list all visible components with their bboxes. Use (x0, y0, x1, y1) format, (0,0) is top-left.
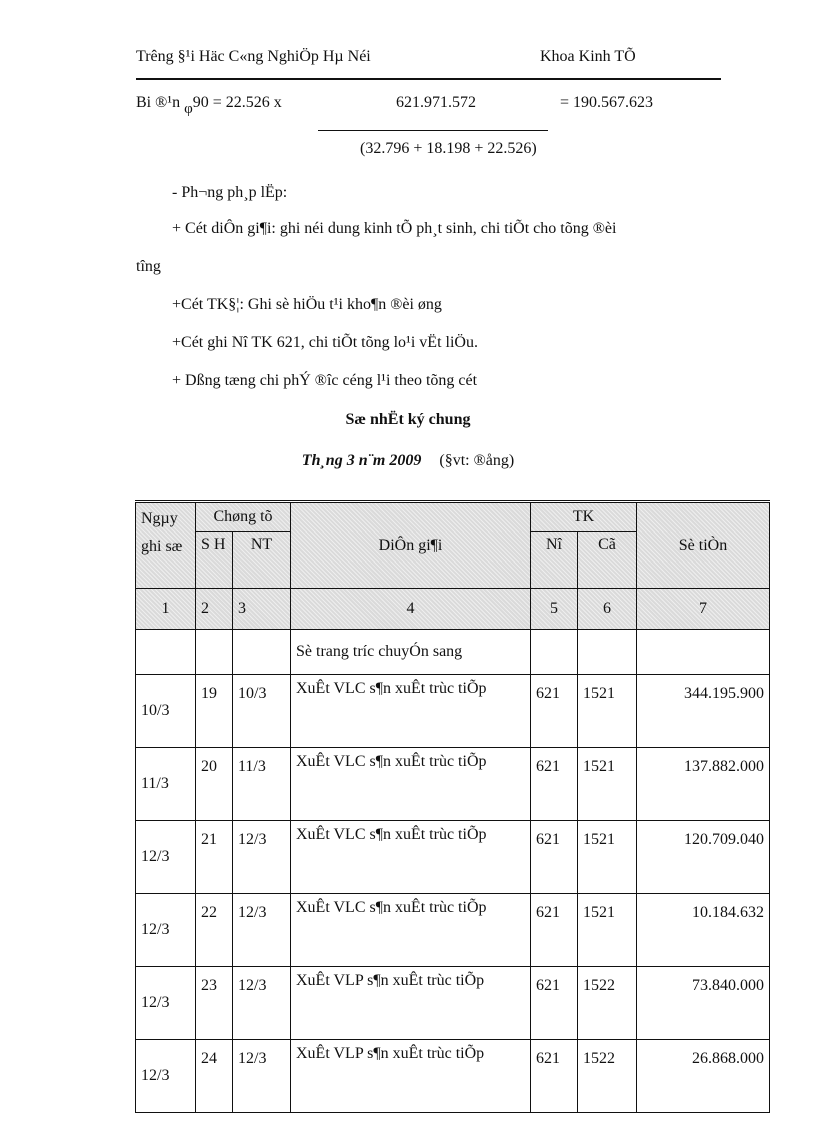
journal-table (135, 500, 770, 1113)
journal-unit: (§vt: ®ång) (439, 452, 515, 469)
header-nt: NT (233, 532, 291, 589)
row-amount: 73.840.000 (637, 967, 770, 1040)
row-nt: 12/3 (233, 1040, 291, 1113)
row-amount: 137.882.000 (637, 748, 770, 821)
header-sh: S H (196, 532, 233, 589)
row-description: XuÊt VLC s¶n xuÊt trùc tiÕp (291, 748, 531, 821)
row-credit: 1522 (578, 967, 637, 1040)
paragraph-desc-column-cont: tîng (136, 258, 161, 275)
row-debit: 621 (531, 1040, 578, 1113)
formula-numerator: 621.971.572 (396, 94, 476, 111)
row-sh: 22 (196, 894, 233, 967)
row-sh: 20 (196, 748, 233, 821)
journal-subtitle (0, 452, 816, 470)
row-sh: 23 (196, 967, 233, 1040)
row-nt: 12/3 (233, 967, 291, 1040)
row-debit: 621 (531, 675, 578, 748)
formula-denominator: (32.796 + 18.198 + 22.526) (360, 140, 537, 157)
table-row (136, 894, 770, 967)
row-sh: 24 (196, 1040, 233, 1113)
header-tk: TK (531, 502, 637, 532)
column-number-row (136, 589, 770, 630)
row-debit: 621 (531, 821, 578, 894)
row-description: XuÊt VLP s¶n xuÊt trùc tiÕp (291, 1040, 531, 1113)
row-date: 11/3 (136, 748, 196, 821)
table-row (136, 821, 770, 894)
formula-result: = 190.567.623 (560, 94, 654, 111)
row-amount: 10.184.632 (637, 894, 770, 967)
header-school: Trêng §¹i Häc C«ng NghiÖp Hµ Néi (136, 48, 371, 65)
row-description: XuÊt VLC s¶n xuÊt trùc tiÕp (291, 821, 531, 894)
col-number: 3 (233, 589, 291, 630)
row-amount: 26.868.000 (637, 1040, 770, 1113)
header-faculty: Khoa Kinh TÕ (540, 48, 636, 65)
row-credit: 1521 (578, 894, 637, 967)
row-date: 12/3 (136, 967, 196, 1040)
carried-forward-label: Sè trang tríc chuyÓn sang (291, 630, 531, 675)
journal-month: Th¸ng 3 n¨m 2009 (301, 452, 422, 469)
row-nt: 10/3 (233, 675, 291, 748)
row-amount: 344.195.900 (637, 675, 770, 748)
row-sh: 19 (196, 675, 233, 748)
col-number: 6 (578, 589, 637, 630)
row-date: 10/3 (136, 675, 196, 748)
header-voucher: Chøng tõ (196, 502, 291, 532)
header-description: DiÔn gi¶i (291, 502, 531, 589)
formula-lhs-post: 90 = 22.526 x (192, 94, 282, 111)
formula-lhs (136, 94, 282, 118)
row-nt: 11/3 (233, 748, 291, 821)
row-date: 12/3 (136, 1040, 196, 1113)
row-credit: 1521 (578, 821, 637, 894)
row-debit: 621 (531, 894, 578, 967)
row-description: XuÊt VLC s¶n xuÊt trùc tiÕp (291, 675, 531, 748)
method-heading: - Ph¬ng ph¸p lËp: (172, 184, 288, 201)
header-rule (136, 78, 721, 80)
row-description: XuÊt VLC s¶n xuÊt trùc tiÕp (291, 894, 531, 967)
journal-title: Sæ nhËt ký chung (345, 411, 471, 428)
formula-fraction-bar (318, 130, 548, 131)
col-number: 1 (136, 589, 196, 630)
row-amount: 120.709.040 (637, 821, 770, 894)
row-date: 12/3 (136, 894, 196, 967)
row-debit: 621 (531, 967, 578, 1040)
header-amount: Sè tiÒn (637, 502, 770, 589)
row-credit: 1521 (578, 675, 637, 748)
header-date: Ngµy ghi sæ (136, 502, 196, 589)
col-number: 2 (196, 589, 233, 630)
col-number: 4 (291, 589, 531, 630)
header-debit: Nî (531, 532, 578, 589)
row-credit: 1521 (578, 748, 637, 821)
row-description: XuÊt VLP s¶n xuÊt trùc tiÕp (291, 967, 531, 1040)
header-credit: Cã (578, 532, 637, 589)
table-row (136, 1040, 770, 1113)
row-credit: 1522 (578, 1040, 637, 1113)
table-row (136, 748, 770, 821)
table-row (136, 675, 770, 748)
row-debit: 621 (531, 748, 578, 821)
row-nt: 12/3 (233, 821, 291, 894)
paragraph-debit-column: +Cét ghi Nî TK 621, chi tiÕt tõng lo¹i vËt liÖu. (172, 334, 478, 351)
col-number: 7 (637, 589, 770, 630)
paragraph-desc-column: + Cét diÔn gi¶i: ghi néi dung kinh tÕ ph¸t sinh, chi tiÕt cho tõng ®èi (172, 220, 617, 237)
carried-forward-row (136, 630, 770, 675)
formula-lhs-sub: φ (184, 101, 193, 117)
row-sh: 21 (196, 821, 233, 894)
table-row (136, 967, 770, 1040)
row-date: 12/3 (136, 821, 196, 894)
col-number: 5 (531, 589, 578, 630)
formula-lhs-pre: Bi ®¹n (136, 94, 185, 111)
paragraph-tk-column: +Cét TK§¦: Ghi sè hiÖu t¹i kho¶n ®èi øng (172, 296, 442, 313)
paragraph-total-row: + Dßng tæng chi phÝ ®îc céng l¹i theo tõng cét (172, 372, 478, 389)
row-nt: 12/3 (233, 894, 291, 967)
